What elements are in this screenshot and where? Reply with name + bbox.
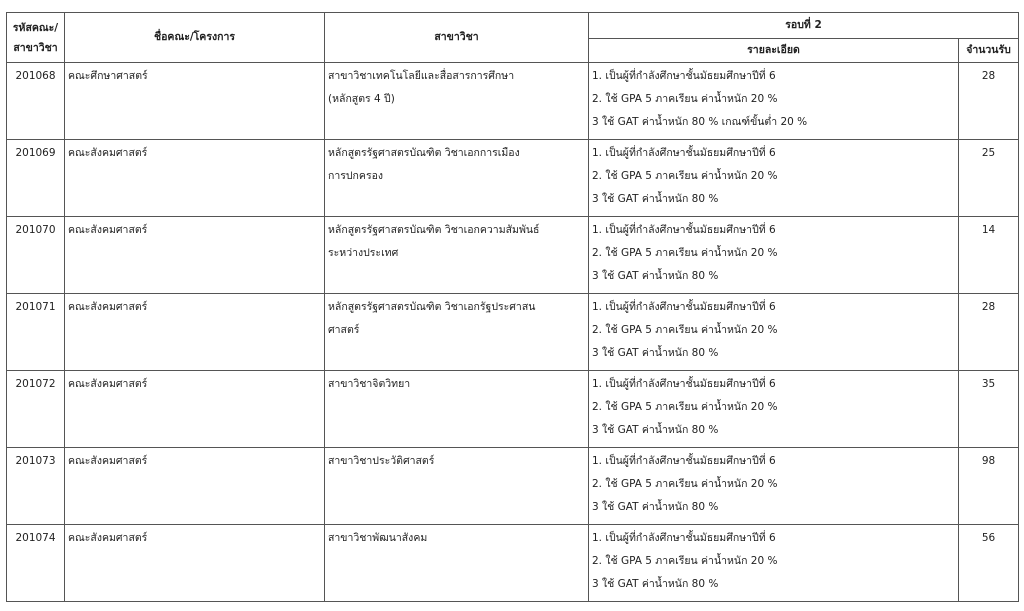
table-row <box>7 525 1019 602</box>
header-round: รอบที่ 2 <box>589 13 1019 39</box>
admission-table <box>6 12 1019 602</box>
cell-details <box>589 217 959 294</box>
cell-program <box>325 448 589 525</box>
table-row <box>7 294 1019 371</box>
details-line: 1. เป็นผู้ที่กำลังศึกษาชั้นมัธยมศึกษาปีที่ 6 <box>592 532 776 544</box>
cell-details <box>589 371 959 448</box>
cell-count: 14 <box>959 217 1019 294</box>
cell-count: 98 <box>959 448 1019 525</box>
cell-faculty: คณะสังคมศาสตร์ <box>65 525 325 602</box>
cell-details <box>589 448 959 525</box>
details-line: 3 ใช้ GAT ค่าน้ำหนัก 80 % <box>592 347 719 359</box>
details-line: 1. เป็นผู้ที่กำลังศึกษาชั้นมัธยมศึกษาปีที่ 6 <box>592 455 776 467</box>
cell-code: 201070 <box>7 217 65 294</box>
header-details: รายละเอียด <box>589 39 959 63</box>
header-faculty: ชื่อคณะ/โครงการ <box>65 13 325 63</box>
cell-program <box>325 294 589 371</box>
header-count: จำนวนรับ <box>959 39 1019 63</box>
details-line: 2. ใช้ GPA 5 ภาคเรียน ค่าน้ำหนัก 20 % <box>592 478 778 490</box>
cell-count: 35 <box>959 371 1019 448</box>
program-line: สาขาวิชาจิตวิทยา <box>328 378 411 390</box>
table-row <box>7 217 1019 294</box>
details-line: 1. เป็นผู้ที่กำลังศึกษาชั้นมัธยมศึกษาปีที่ 6 <box>592 70 776 82</box>
cell-faculty: คณะสังคมศาสตร์ <box>65 294 325 371</box>
program-line: สาขาวิชาพัฒนาสังคม <box>328 532 428 544</box>
details-line: 3 ใช้ GAT ค่าน้ำหนัก 80 % <box>592 193 719 205</box>
program-line: การปกครอง <box>328 170 384 182</box>
cell-faculty: คณะศึกษาศาสตร์ <box>65 63 325 140</box>
cell-code: 201071 <box>7 294 65 371</box>
cell-code: 201068 <box>7 63 65 140</box>
details-line: 1. เป็นผู้ที่กำลังศึกษาชั้นมัธยมศึกษาปีที่ 6 <box>592 378 776 390</box>
details-line: 3 ใช้ GAT ค่าน้ำหนัก 80 % <box>592 578 719 590</box>
details-line: 3 ใช้ GAT ค่าน้ำหนัก 80 % เกณฑ์ขั้นต่ำ 20 % <box>592 116 808 128</box>
details-line: 1. เป็นผู้ที่กำลังศึกษาชั้นมัธยมศึกษาปีที่ 6 <box>592 224 776 236</box>
cell-details <box>589 294 959 371</box>
cell-program <box>325 525 589 602</box>
program-line: ศาสตร์ <box>328 324 360 336</box>
cell-code: 201072 <box>7 371 65 448</box>
cell-count: 28 <box>959 294 1019 371</box>
cell-count: 28 <box>959 63 1019 140</box>
program-line: (หลักสูตร 4 ปี) <box>328 93 395 105</box>
table-row <box>7 448 1019 525</box>
table-row <box>7 63 1019 140</box>
cell-code: 201073 <box>7 448 65 525</box>
header-code-line2: สาขาวิชา <box>13 41 58 54</box>
program-line: ระหว่างประเทศ <box>328 247 399 259</box>
program-line: สาขาวิชาประวัติศาสตร์ <box>328 455 435 467</box>
cell-program <box>325 140 589 217</box>
cell-details <box>589 63 959 140</box>
details-line: 2. ใช้ GPA 5 ภาคเรียน ค่าน้ำหนัก 20 % <box>592 170 778 182</box>
cell-program <box>325 63 589 140</box>
table-body <box>7 63 1019 602</box>
cell-faculty: คณะสังคมศาสตร์ <box>65 371 325 448</box>
admission-table-sheet <box>6 12 1019 602</box>
cell-code: 201069 <box>7 140 65 217</box>
header-program: สาขาวิชา <box>325 13 589 63</box>
cell-count: 25 <box>959 140 1019 217</box>
program-line: หลักสูตรรัฐศาสตรบัณฑิต วิชาเอกรัฐประศาสน <box>328 301 536 313</box>
program-line: หลักสูตรรัฐศาสตรบัณฑิต วิชาเอกการเมือง <box>328 147 520 159</box>
details-line: 3 ใช้ GAT ค่าน้ำหนัก 80 % <box>592 424 719 436</box>
details-line: 2. ใช้ GPA 5 ภาคเรียน ค่าน้ำหนัก 20 % <box>592 555 778 567</box>
details-line: 2. ใช้ GPA 5 ภาคเรียน ค่าน้ำหนัก 20 % <box>592 324 778 336</box>
table-row <box>7 371 1019 448</box>
cell-faculty: คณะสังคมศาสตร์ <box>65 448 325 525</box>
cell-details <box>589 525 959 602</box>
details-line: 2. ใช้ GPA 5 ภาคเรียน ค่าน้ำหนัก 20 % <box>592 247 778 259</box>
details-line: 2. ใช้ GPA 5 ภาคเรียน ค่าน้ำหนัก 20 % <box>592 93 778 105</box>
details-line: 3 ใช้ GAT ค่าน้ำหนัก 80 % <box>592 501 719 513</box>
cell-details <box>589 140 959 217</box>
details-line: 3 ใช้ GAT ค่าน้ำหนัก 80 % <box>592 270 719 282</box>
program-line: สาขาวิชาเทคโนโลยีและสื่อสารการศึกษา <box>328 70 515 82</box>
table-row <box>7 140 1019 217</box>
details-line: 1. เป็นผู้ที่กำลังศึกษาชั้นมัธยมศึกษาปีที่ 6 <box>592 301 776 313</box>
header-code <box>7 13 65 63</box>
details-line: 1. เป็นผู้ที่กำลังศึกษาชั้นมัธยมศึกษาปีที่ 6 <box>592 147 776 159</box>
header-code-line1: รหัสคณะ/ <box>12 21 59 34</box>
program-line: หลักสูตรรัฐศาสตรบัณฑิต วิชาเอกความสัมพันธ์ <box>328 224 540 236</box>
cell-program <box>325 217 589 294</box>
cell-count: 56 <box>959 525 1019 602</box>
cell-code: 201074 <box>7 525 65 602</box>
details-line: 2. ใช้ GPA 5 ภาคเรียน ค่าน้ำหนัก 20 % <box>592 401 778 413</box>
cell-faculty: คณะสังคมศาสตร์ <box>65 140 325 217</box>
cell-faculty: คณะสังคมศาสตร์ <box>65 217 325 294</box>
cell-program <box>325 371 589 448</box>
